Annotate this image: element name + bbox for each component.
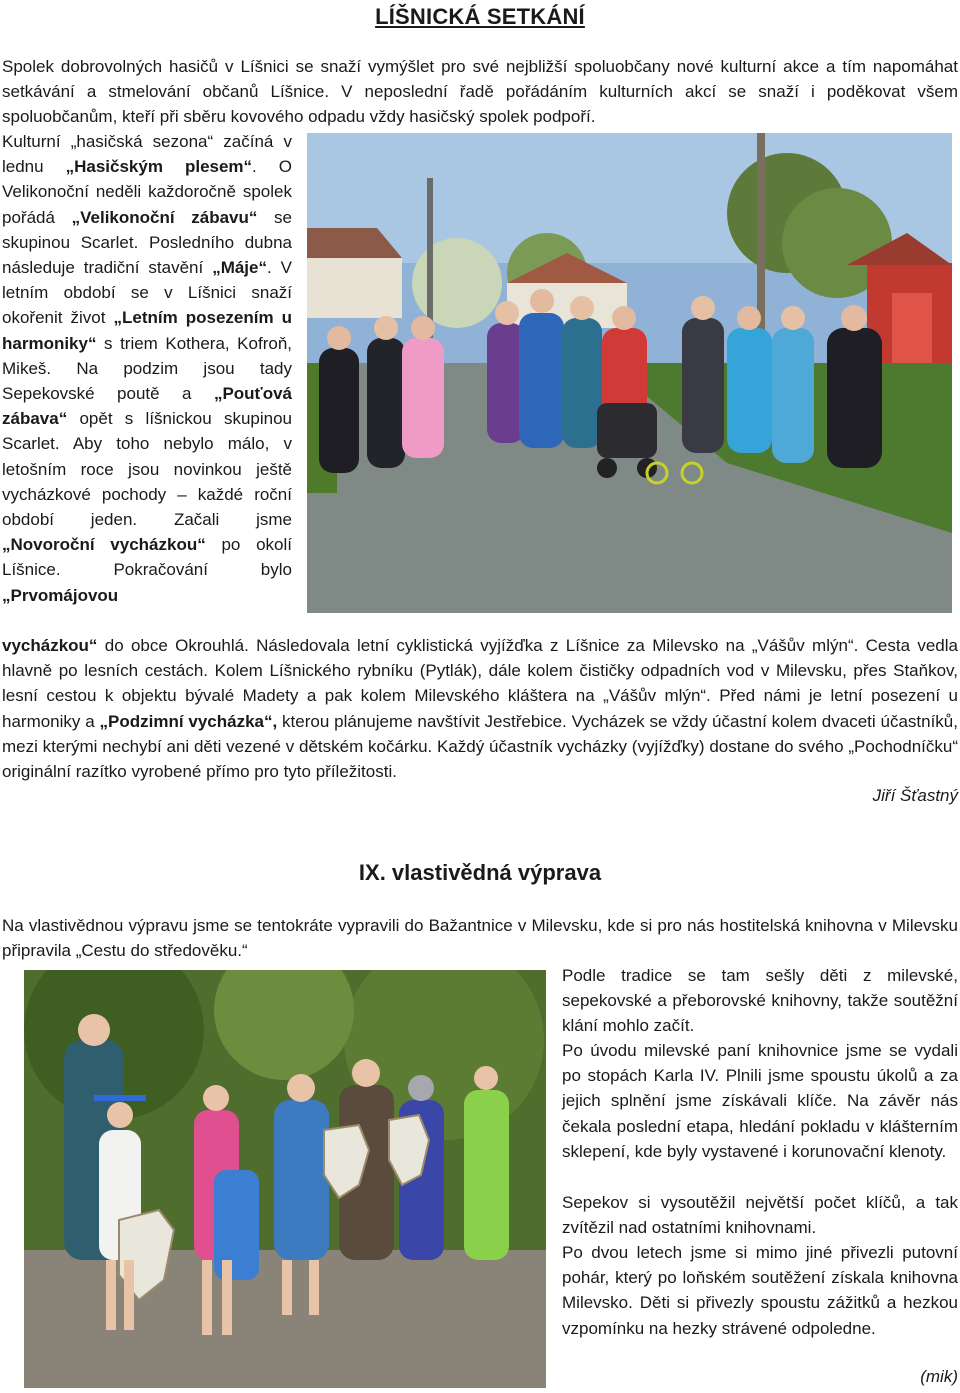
group-photo-village [307, 133, 952, 613]
children-shields-photo [24, 970, 546, 1388]
article1-continued-paragraph: vycházkou“ do obce Okrouhlá. Následovala letní cyklistická vyjížďka z Líšnice za Milevsko na „Vášův mlýn“. Cesta vedla hlavně po lesních cestách. Kolem Líšnického rybníku (Pytlák), dále kolem čističky odpadních vod v Milevsku, přes Staňkov, lesní cestou k objektu bývalé Madety a pak kolem Milevského kláštera na „Vášův mlýn“. Před námi je letní posezení u harmoniky a „Podzimní vycházka“, kterou plánujeme navštívit Jestřebice. Vycházek se vždy účastní kolem dvaceti účastníků, mezi kterými nechybí ani děti vezené v dětském kočárku. Každý účastník vycházky (vyjížďky) dostane do svého „Pochodníčku“ originální razítko vyrobené přímo pro tyto příležitosti. [2, 636, 958, 782]
article2-intro-paragraph: Na vlastivědnou výpravu jsme se tentokráte vypravili do Bažantnice v Milevsku, kde si pro nás hostitelská knihovna v Milevsku připravila „Cestu do středověku.“ [2, 916, 958, 961]
article2-paragraph-trophy: Po dvou letech jsme si mimo jiné přivezli putovní pohár, který po loňském soutěžení získala knihovna Milevsko. Děti si přivezly spoustu zážitků a hezkou vzpomínku na hezky strávené odpoledne. [562, 1243, 958, 1338]
article2-signature: (mik) [920, 1367, 958, 1386]
article2-paragraph-tradition: Podle tradice se tam sešly děti z milevské, sepekovské a přeborovské knihovny, takže soutěžní klání mohlo začít. [562, 966, 958, 1036]
article1-events-paragraph: Kulturní „hasičská sezona“ začíná v lednu „Hasičským plesem“. O Velikonoční neděli každoročně spolek pořádá „Velikonoční zábavu“ se skupinou Scarlet. Posledního dubna následuje tradiční stavění „Máje“. V letním období se v Líšnici snaží okořenit život „Letním posezením u harmoniky“ s triem Kothera, Kofroň, Mikeš. Na podzim jsou tady Sepekovské poutě a „Pouťová zábava“ opět s líšnickou skupinou Scarlet. Aby toho nebylo málo, v letošním roce jsou novinkou ještě vycházkové pochody – každé roční období jeden. Začali jsme „Novoroční vycházkou“ po okolí Líšnice. Pokračování bylo „Prvomájovou [2, 132, 292, 605]
article2-paragraph-sepekov-won: Sepekov si vysoutěžil největší počet klíčů, a tak zvítězil nad ostatními knihovnami. [562, 1193, 958, 1238]
article-title-lisnicka-setkani: LÍŠNICKÁ SETKÁNÍ [375, 4, 585, 29]
article1-intro-paragraph: Spolek dobrovolných hasičů v Líšnici se snaží vymýšlet pro své nejbližší spoluobčany nové kulturní akce a tím napomáhat setkávání a stmelování občanů Líšnice. V neposlední řadě pořádáním kulturních akcí se snaží i poděkovat všem spoluobčanům, kteří při sběru kovového odpadu vždy hasičský spolek podpoří. [2, 57, 958, 127]
article-title-vlastivedna-vyprava: IX. vlastivědná výprava [358, 860, 602, 885]
article2-paragraph-intro-tasks: Po úvodu milevské paní knihovnice jsme se vydali po stopách Karla IV. Plnili jsme spoustu úkolů a za jejich splnění jsme získávali klíče. Na závěr nás čekala poslední etapa, hledání pokladu v klášterním sklepení, kde byly vystavené i korunovační klenoty. [562, 1041, 958, 1161]
article1-signature: Jiří Šťastný [872, 786, 958, 805]
